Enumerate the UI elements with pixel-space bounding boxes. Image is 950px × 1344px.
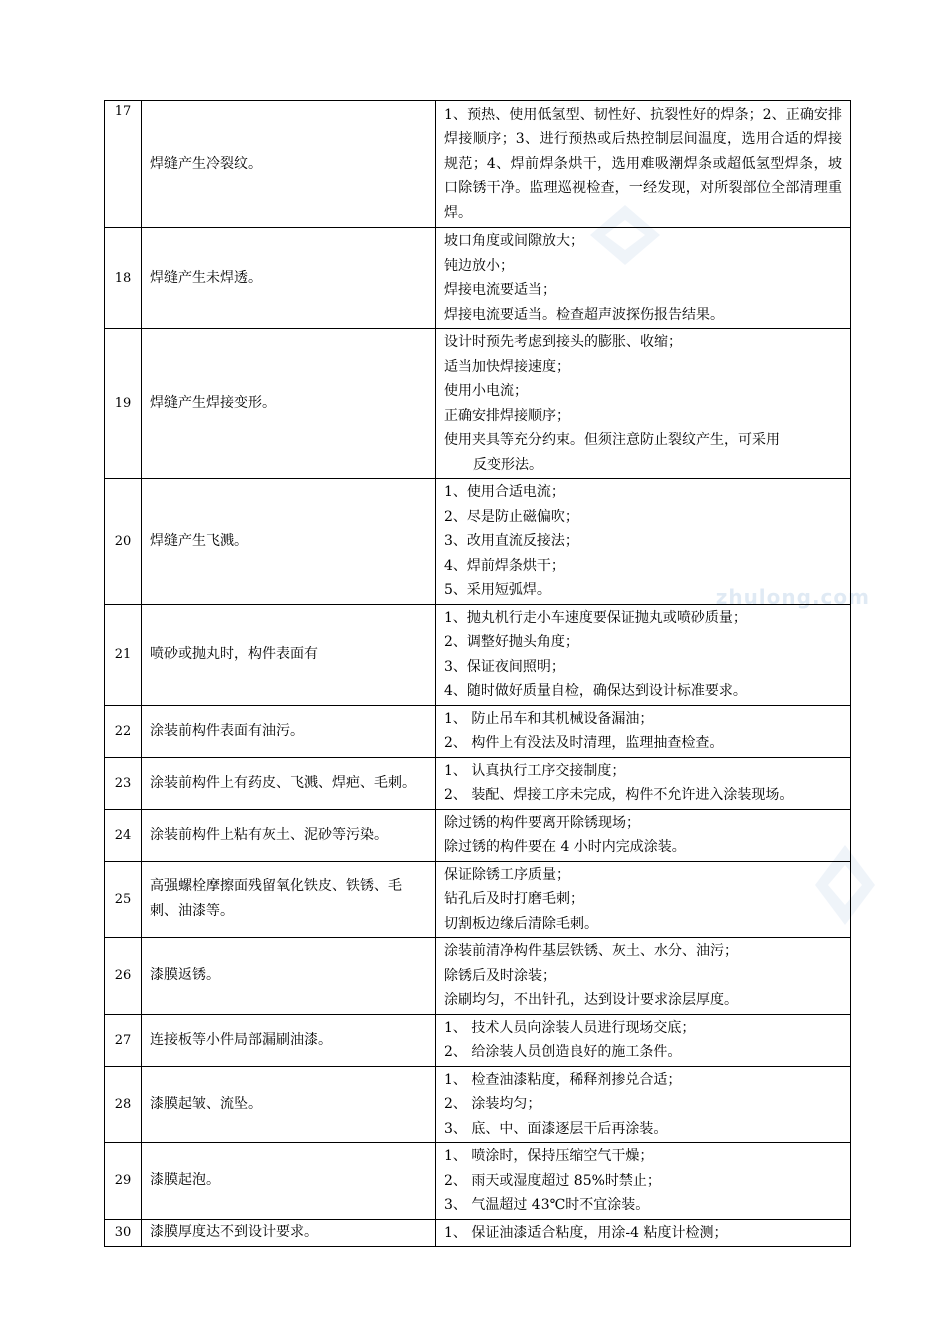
table-row bbox=[105, 938, 851, 1015]
problem-cell: 高强螺栓摩擦面残留氧化铁皮、铁锈、毛刺、油漆等。 bbox=[142, 861, 436, 938]
measure-line: 3、改用直流反接法； bbox=[444, 533, 579, 549]
measures-cell bbox=[436, 1219, 851, 1247]
table-row bbox=[105, 479, 851, 605]
measures-cell bbox=[436, 705, 851, 757]
measure-line: 焊接电流要适当； bbox=[444, 282, 556, 298]
measure-line: 切割板边缘后清除毛刺。 bbox=[444, 915, 598, 932]
measure-line: 1、 防止吊车和其机械设备漏油； bbox=[444, 710, 654, 727]
problem-cell: 焊缝产生飞溅。 bbox=[142, 479, 436, 605]
measures-cell bbox=[436, 479, 851, 605]
row-number: 30 bbox=[105, 1219, 142, 1247]
measure-line: 2、 构件上有没法及时清理，监理抽查检查。 bbox=[444, 735, 724, 751]
measure-line: 3、 底、中、面漆逐层干后再涂装。 bbox=[444, 1120, 668, 1137]
measures-cell bbox=[436, 861, 851, 938]
problem-cell: 喷砂或抛丸时，构件表面有 bbox=[142, 604, 436, 705]
measure-line: 钻孔后及时打磨毛刺； bbox=[444, 891, 584, 907]
measures-cell bbox=[436, 228, 851, 329]
measure-line: 1、 检查油漆粘度，稀释剂掺兑合适； bbox=[444, 1071, 682, 1088]
measure-line: 5、采用短弧焊。 bbox=[444, 582, 551, 598]
measure-line: 1、 保证油漆适合粘度，用涂-4 粘度计检测； bbox=[444, 1224, 728, 1241]
measure-line: 使用夹具等充分约束。但须注意防止裂纹产生，可采用 bbox=[444, 432, 780, 448]
measure-line: 除过锈的构件要离开除锈现场； bbox=[444, 814, 640, 831]
row-number: 19 bbox=[105, 329, 142, 479]
measure-line: 2、 给涂装人员创造良好的施工条件。 bbox=[444, 1044, 682, 1060]
table-row bbox=[105, 604, 851, 705]
measure-line: 焊接电流要适当。检查超声波探伤报告结果。 bbox=[444, 306, 724, 323]
measure-line: 正确安排焊接顺序； bbox=[444, 407, 570, 424]
measure-line: 3、 气温超过 43℃时不宜涂装。 bbox=[444, 1197, 650, 1213]
row-number: 22 bbox=[105, 705, 142, 757]
row-number: 23 bbox=[105, 757, 142, 809]
table-row bbox=[105, 809, 851, 861]
problem-cell: 连接板等小件局部漏刷油漆。 bbox=[142, 1014, 436, 1066]
measure-line: 4、随时做好质量自检，确保达到设计标准要求。 bbox=[444, 683, 747, 699]
measure-line: 钝边放小； bbox=[444, 257, 514, 274]
measures-cell bbox=[436, 1066, 851, 1143]
table-row bbox=[105, 101, 851, 228]
measure-line: 1、 喷涂时，保持压缩空气干燥； bbox=[444, 1148, 654, 1164]
measure-line: 设计时预先考虑到接头的膨胀、收缩； bbox=[444, 334, 682, 350]
measure-line: 适当加快焊接速度； bbox=[444, 358, 570, 375]
table-row bbox=[105, 861, 851, 938]
row-number: 17 bbox=[105, 101, 142, 228]
measures-cell bbox=[436, 101, 851, 228]
measure-line: 涂装前清净构件基层铁锈、灰土、水分、油污； bbox=[444, 943, 738, 959]
row-number: 26 bbox=[105, 938, 142, 1015]
measure-line: 除过锈的构件要在 4 小时内完成涂装。 bbox=[444, 839, 686, 855]
measure-line: 1、使用合适电流； bbox=[444, 484, 565, 500]
table-row bbox=[105, 228, 851, 329]
measure-line: 反变形法。 bbox=[473, 456, 543, 473]
measure-line: 1、抛丸机行走小车速度要保证抛丸或喷砂质量； bbox=[444, 609, 747, 626]
measures-cell bbox=[436, 1014, 851, 1066]
measure-line: 2、调整好抛头角度； bbox=[444, 634, 579, 650]
measure-line: 保证除锈工序质量； bbox=[444, 866, 570, 883]
measure-line: 1、 认真执行工序交接制度； bbox=[444, 762, 626, 779]
problem-cell: 焊缝产生冷裂纹。 bbox=[142, 101, 436, 228]
measures-cell bbox=[436, 604, 851, 705]
watermark-text: zhulong.com bbox=[715, 585, 870, 609]
table-row bbox=[105, 1219, 851, 1247]
measures-cell bbox=[436, 329, 851, 479]
measure-line: 3、保证夜间照明； bbox=[444, 658, 565, 675]
measures-cell bbox=[436, 1143, 851, 1220]
problem-cell: 焊缝产生未焊透。 bbox=[142, 228, 436, 329]
measures-cell bbox=[436, 757, 851, 809]
row-number: 27 bbox=[105, 1014, 142, 1066]
table-row bbox=[105, 329, 851, 479]
measures-cell bbox=[436, 938, 851, 1015]
table-row bbox=[105, 1014, 851, 1066]
row-number: 25 bbox=[105, 861, 142, 938]
table-row bbox=[105, 757, 851, 809]
measure-line: 2、尽是防止磁偏吹； bbox=[444, 508, 579, 525]
measure-line: 2、 涂装均匀； bbox=[444, 1096, 542, 1112]
measure-line: 1、 技术人员向涂装人员进行现场交底； bbox=[444, 1019, 696, 1036]
table-row bbox=[105, 705, 851, 757]
problem-cell: 漆膜起泡。 bbox=[142, 1143, 436, 1220]
row-number: 24 bbox=[105, 809, 142, 861]
row-number: 21 bbox=[105, 604, 142, 705]
measure-line: 涂刷均匀，不出针孔，达到设计要求涂层厚度。 bbox=[444, 992, 738, 1008]
table-body bbox=[105, 101, 851, 1247]
row-number: 29 bbox=[105, 1143, 142, 1220]
measures-cell bbox=[436, 809, 851, 861]
table-row bbox=[105, 1143, 851, 1220]
row-number: 28 bbox=[105, 1066, 142, 1143]
problem-cell: 漆膜起皱、流坠。 bbox=[142, 1066, 436, 1143]
row-number: 18 bbox=[105, 228, 142, 329]
measure-line: 坡口角度或间隙放大； bbox=[444, 233, 584, 249]
measure-paragraph: 1、预热、使用低氢型、韧性好、抗裂性好的焊条；2、正确安排焊接顺序；3、进行预热或后热控制层间温度，选用合适的焊接规范；4、焊前焊条烘干，选用难吸潮焊条或超低氢型焊条，坡口除锈干净。监理巡视检查，一经发现，对所裂部位全部清理重焊。 bbox=[444, 106, 842, 221]
row-number: 20 bbox=[105, 479, 142, 605]
quality-control-table bbox=[104, 100, 851, 1247]
problem-cell: 漆膜厚度达不到设计要求。 bbox=[142, 1219, 436, 1247]
problem-cell: 涂装前构件上粘有灰土、泥砂等污染。 bbox=[142, 809, 436, 861]
measure-line: 2、 雨天或湿度超过 85%时禁止； bbox=[444, 1172, 661, 1189]
table-row bbox=[105, 1066, 851, 1143]
measure-line: 使用小电流； bbox=[444, 383, 528, 399]
measure-line: 4、焊前焊条烘干； bbox=[444, 557, 565, 574]
measure-line: 除锈后及时涂装； bbox=[444, 967, 556, 984]
problem-cell: 漆膜返锈。 bbox=[142, 938, 436, 1015]
measure-line: 2、 装配、焊接工序未完成，构件不允许进入涂装现场。 bbox=[444, 787, 794, 803]
problem-cell: 涂装前构件表面有油污。 bbox=[142, 705, 436, 757]
problem-cell: 涂装前构件上有药皮、飞溅、焊疤、毛刺。 bbox=[142, 757, 436, 809]
problem-cell: 焊缝产生焊接变形。 bbox=[142, 329, 436, 479]
